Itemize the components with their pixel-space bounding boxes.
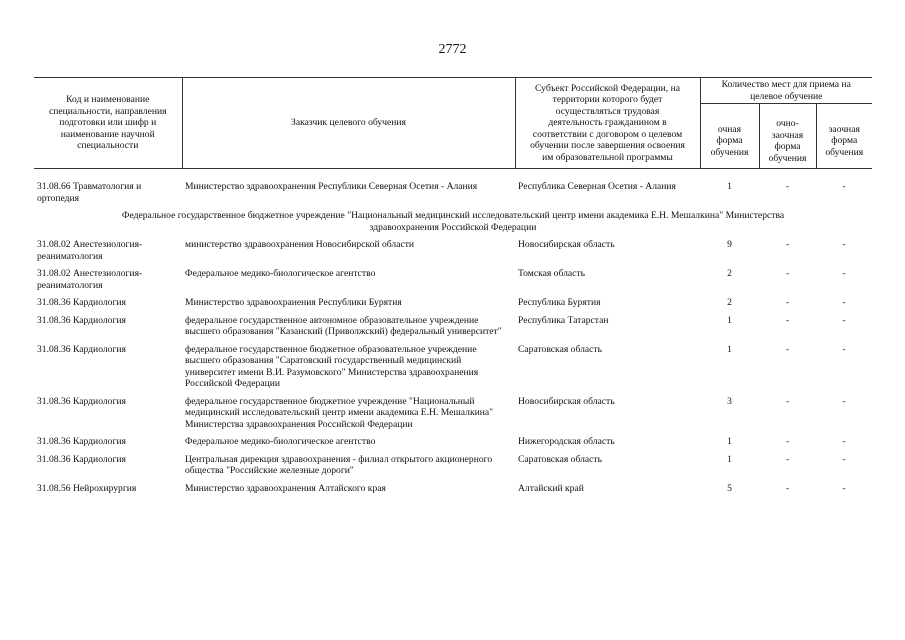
cell-customer: Министерство здравоохранения Республики Северная Осетия - Алания xyxy=(185,181,478,192)
cell-region: Республика Татарстан xyxy=(518,314,609,326)
cell-correspondence: - xyxy=(842,268,846,279)
cell-correspondence: - xyxy=(842,453,846,465)
cell-correspondence: - xyxy=(842,181,846,192)
cell-region: Республика Северная Осетия - Алания xyxy=(518,181,676,192)
cell-full-time: 1 xyxy=(727,436,732,447)
admission-quota-table xyxy=(34,77,872,498)
org-section-row xyxy=(34,208,872,237)
table-row xyxy=(34,394,872,435)
cell-part-time: - xyxy=(785,297,790,308)
page-number: 2772 xyxy=(438,42,467,57)
header-places-group: Количество мест для приема на целевое обучение xyxy=(700,78,872,104)
cell-full-time: 9 xyxy=(727,239,732,250)
cell-part-time: - xyxy=(785,482,790,494)
cell-region: Саратовская область xyxy=(518,343,602,355)
cell-region: Нижегородская область xyxy=(518,436,615,447)
table-row xyxy=(34,313,872,342)
header-customer: Заказчик целевого обучения xyxy=(182,78,515,169)
table-row xyxy=(34,452,872,481)
cell-part-time: - xyxy=(785,436,790,447)
table-row xyxy=(34,266,872,295)
cell-correspondence: - xyxy=(842,482,846,494)
cell-part-time: - xyxy=(785,268,790,279)
table-row xyxy=(34,169,872,209)
cell-part-time: - xyxy=(785,181,790,192)
cell-correspondence: - xyxy=(842,436,846,447)
header-full-time: очная форма обучения xyxy=(700,104,759,169)
table-row xyxy=(34,481,872,499)
cell-code: 31.08.56 Нейрохирургия xyxy=(37,482,137,494)
cell-code: 31.08.36 Кардиология xyxy=(37,314,126,326)
table-row xyxy=(34,237,872,266)
org-section-title: Федеральное государственное бюджетное учреждение "Национальный медицинский исследовательский центр имени академика Е.Н. Мешалкина" Министерства здравоохранения Российской Федерации xyxy=(121,210,785,233)
cell-part-time: - xyxy=(785,453,790,465)
cell-correspondence: - xyxy=(842,239,846,250)
cell-region: Новосибирская область xyxy=(518,239,615,250)
cell-customer: Федеральное медико-биологическое агентство xyxy=(185,268,376,279)
cell-customer: Федеральное медико-биологическое агентство xyxy=(185,436,376,447)
cell-correspondence: - xyxy=(842,297,846,308)
cell-region: Томская область xyxy=(518,268,585,279)
cell-part-time: - xyxy=(785,239,790,250)
table-row xyxy=(34,342,872,394)
cell-code: 31.08.36 Кардиология xyxy=(37,343,126,355)
cell-full-time: 2 xyxy=(727,268,732,279)
cell-customer: федеральное государственное бюджетное образовательное учреждение высшего образования "Саратовский государственный медицинский университет имени В.И. Разумовского" Министерства здравоохранения Российской Федерации xyxy=(185,343,479,389)
cell-customer: федеральное государственное бюджетное учреждение "Национальный медицинский исследовательский центр имени академика Е.Н. Мешалкина" Министерства здравоохранения Российской Федерации xyxy=(185,395,494,430)
header-region: Субъект Российской Федерации, на территории которого будет осуществляться трудовая деятельность гражданином в соответствии с договором о целевом обучении после завершения освоения им образовательной программы xyxy=(515,78,700,169)
cell-code: 31.08.36 Кардиология xyxy=(37,436,126,447)
cell-customer: федеральное государственное автономное образовательное учреждение высшего образования "Казанский (Приволжский) федеральный университет" xyxy=(185,314,502,337)
cell-full-time: 1 xyxy=(727,314,732,326)
cell-full-time: 3 xyxy=(727,395,732,407)
cell-full-time: 1 xyxy=(727,343,732,355)
cell-customer: Министерство здравоохранения Республики Бурятия xyxy=(185,297,402,308)
cell-full-time: 1 xyxy=(727,453,732,465)
cell-region: Республика Бурятия xyxy=(518,297,601,308)
cell-code: 31.08.36 Кардиология xyxy=(37,453,126,465)
cell-customer: Центральная дирекция здравоохранения - филиал открытого акционерного общества "Российские железные дороги" xyxy=(185,453,493,476)
cell-region: Новосибирская область xyxy=(518,395,615,407)
cell-code: 31.08.36 Кардиология xyxy=(37,297,126,308)
cell-correspondence: - xyxy=(842,395,846,407)
cell-code: 31.08.02 Анестезиология-реаниматология xyxy=(37,268,143,291)
cell-customer: министерство здравоохранения Новосибирской области xyxy=(185,239,415,250)
cell-code: 31.08.02 Анестезиология-реаниматология xyxy=(37,239,143,262)
cell-full-time: 5 xyxy=(727,482,732,494)
cell-full-time: 1 xyxy=(727,181,732,192)
header-part-time: очно-заочная форма обучения xyxy=(759,104,816,169)
cell-correspondence: - xyxy=(842,343,846,355)
cell-code: 31.08.66 Травматология и ортопедия xyxy=(37,181,142,204)
cell-region: Алтайский край xyxy=(518,482,584,494)
table-row xyxy=(34,434,872,452)
cell-customer: Министерство здравоохранения Алтайского края xyxy=(185,482,386,494)
table-header xyxy=(34,78,872,169)
table-body xyxy=(34,169,872,499)
cell-full-time: 2 xyxy=(727,297,732,308)
cell-part-time: - xyxy=(785,343,790,355)
cell-part-time: - xyxy=(785,314,790,326)
cell-correspondence: - xyxy=(842,314,846,326)
header-code-spec: Код и наименование специальности, направления подготовки или шифр и наименование научной специальности xyxy=(34,78,182,169)
cell-part-time: - xyxy=(785,395,790,407)
cell-code: 31.08.36 Кардиология xyxy=(37,395,126,407)
table-row xyxy=(34,295,872,313)
header-correspondence: заочная форма обучения xyxy=(816,104,872,169)
cell-region: Саратовская область xyxy=(518,453,602,465)
